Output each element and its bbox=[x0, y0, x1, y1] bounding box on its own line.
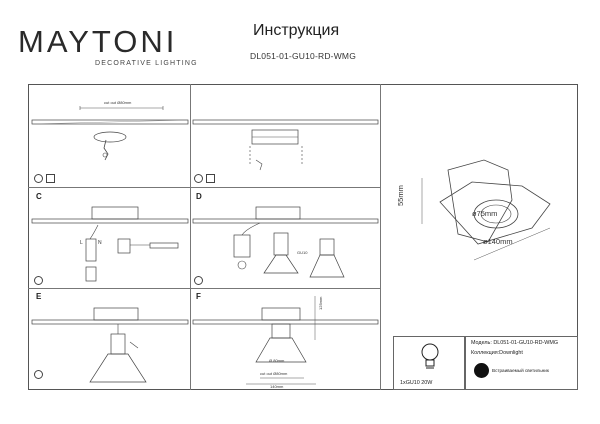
panel-e bbox=[28, 288, 190, 390]
outer-diameter-dimension: ø140mm bbox=[483, 237, 513, 246]
bulb-spec-box bbox=[393, 336, 465, 390]
panel-f-height-label: 125mm bbox=[318, 296, 323, 310]
dimension-drawing bbox=[380, 84, 578, 334]
model-line: Модель: DL051-01-GU10-RD-WMG bbox=[471, 340, 559, 346]
ban-icon bbox=[46, 174, 55, 183]
bulb-spec-text: 1xGU10 20W bbox=[400, 380, 433, 386]
panel-c bbox=[28, 187, 190, 288]
panel-c-live-label: L bbox=[80, 240, 83, 246]
panel-d-drawing bbox=[190, 187, 380, 288]
panel-d bbox=[190, 187, 380, 288]
gear-icon bbox=[34, 276, 43, 285]
panel-a bbox=[28, 84, 190, 187]
ban-icon bbox=[206, 174, 215, 183]
panel-c-neutral-label: N bbox=[98, 240, 102, 246]
panel-b-drawing bbox=[190, 84, 380, 187]
panel-label-d: D bbox=[196, 192, 202, 201]
downlight-circle-icon bbox=[474, 363, 489, 378]
gear-icon bbox=[194, 276, 203, 285]
bulb-icon bbox=[419, 342, 441, 372]
brand-logo-text: MAYTONI bbox=[18, 24, 178, 59]
model-code: DL051-01-GU10-RD-WMG bbox=[250, 51, 357, 61]
brand-tagline: DECORATIVE LIGHTING bbox=[95, 60, 198, 67]
gear-icon bbox=[34, 174, 43, 183]
panel-c-drawing bbox=[28, 187, 190, 288]
panel-f-cutout-label: cut out Ø80mm bbox=[260, 371, 288, 376]
panel-f-diameter-label: Ø 80mm bbox=[269, 358, 285, 363]
panel-label-c: C bbox=[36, 192, 42, 201]
panel-f bbox=[190, 288, 380, 390]
panel-d-gu10-label: GU10 bbox=[297, 250, 308, 255]
panel-label-f: F bbox=[196, 292, 201, 301]
page-title: Инструкция bbox=[253, 22, 340, 39]
height-dimension: 55mm bbox=[396, 185, 405, 206]
panel-f-width-label: 140mm bbox=[270, 384, 284, 389]
gear-icon bbox=[34, 370, 43, 379]
panel-b bbox=[190, 84, 380, 187]
model-info-box bbox=[465, 336, 578, 390]
panel-a-cutout-label: cut out Ø80mm bbox=[104, 100, 132, 105]
collection-line: Коллекция:Downlight bbox=[471, 350, 523, 356]
inner-diameter-dimension: ø75mm bbox=[472, 209, 498, 218]
panel-e-drawing bbox=[28, 288, 190, 390]
panel-label-e: E bbox=[36, 292, 42, 301]
type-line: Встраиваемый светильник bbox=[492, 368, 549, 373]
gear-icon bbox=[194, 174, 203, 183]
